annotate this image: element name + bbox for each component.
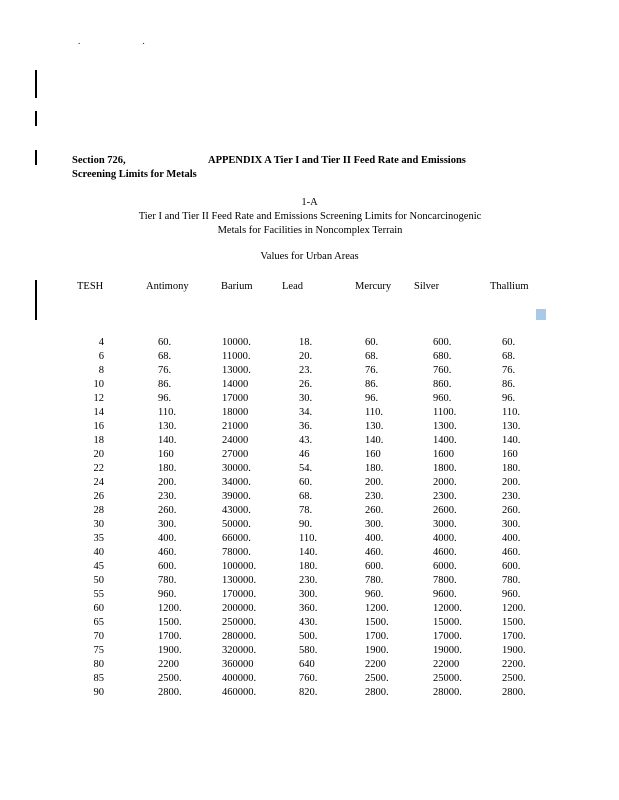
change-bar [35,280,37,320]
column-header-lead: Lead [282,281,303,292]
mercury-cell: 1500. [365,617,389,628]
tesh-cell: 35 [93,533,104,544]
mercury-cell: 130. [365,421,384,432]
table-title: Tier I and Tier II Feed Rate and Emissions Screening Limits for Noncarcinogenic Metals for Facilities in Noncomplex Terrain [138,211,482,236]
table-row [0,518,619,532]
antimony-cell: 160 [158,449,174,460]
mercury-cell: 160 [365,449,381,460]
column-header-tesh: TESH [77,281,104,292]
barium-cell: 50000. [222,519,251,530]
column-header-barium: Barium [221,281,253,292]
silver-cell: 760. [433,365,452,376]
barium-cell: 39000. [222,491,251,502]
mercury-cell: 400. [365,533,384,544]
tesh-cell: 50 [93,575,104,586]
barium-cell: 27000 [222,449,249,460]
thallium-cell: 260. [502,505,521,516]
mercury-cell: 1200. [365,603,389,614]
lead-cell: 640 [299,659,315,670]
thallium-cell: 460. [502,547,521,558]
antimony-cell: 230. [158,491,177,502]
lead-cell: 60. [299,477,313,488]
mercury-cell: 68. [365,351,379,362]
thallium-cell: 600. [502,561,521,572]
barium-cell: 100000. [222,561,257,572]
table-row [0,686,619,700]
antimony-cell: 960. [158,589,177,600]
silver-cell: 22000 [433,659,460,670]
antimony-cell: 68. [158,351,172,362]
thallium-cell: 400. [502,533,521,544]
tesh-cell: 55 [93,589,104,600]
lead-cell: 78. [299,505,313,516]
barium-cell: 170000. [222,589,257,600]
silver-cell: 7800. [433,575,457,586]
lead-cell: 36. [299,421,313,432]
table-row [0,602,619,616]
barium-cell: 360000 [222,659,254,670]
tesh-cell: 16 [93,421,104,432]
column-header-thallium: Thallium [490,281,529,292]
silver-cell: 860. [433,379,452,390]
barium-cell: 34000. [222,477,251,488]
lead-cell: 43. [299,435,313,446]
silver-cell: 4600. [433,547,457,558]
table-row [0,560,619,574]
mercury-cell: 300. [365,519,384,530]
tesh-cell: 26 [93,491,104,502]
table-row [0,392,619,406]
table-row [0,448,619,462]
antimony-cell: 130. [158,421,177,432]
antimony-cell: 96. [158,393,172,404]
barium-cell: 43000. [222,505,251,516]
lead-cell: 760. [299,673,318,684]
tesh-cell: 30 [93,519,104,530]
change-bar [35,70,37,98]
mercury-cell: 140. [365,435,384,446]
appendix-title-continued: Screening Limits for Metals [72,169,197,180]
mercury-cell: 76. [365,365,379,376]
tesh-cell: 60 [93,603,104,614]
antimony-cell: 1700. [158,631,182,642]
barium-cell: 18000 [222,407,249,418]
antimony-cell: 2800. [158,687,182,698]
barium-cell: 400000. [222,673,257,684]
antimony-cell: 2200 [158,659,179,670]
table-row [0,672,619,686]
barium-cell: 10000. [222,337,251,348]
mercury-cell: 600. [365,561,384,572]
table-row [0,420,619,434]
tesh-cell: 65 [93,617,104,628]
lead-cell: 54. [299,463,313,474]
lead-cell: 110. [299,533,317,544]
lead-cell: 26. [299,379,313,390]
mercury-cell: 1900. [365,645,389,656]
mercury-cell: 2200 [365,659,386,670]
thallium-cell: 60. [502,337,516,348]
thallium-cell: 230. [502,491,521,502]
section-heading [72,154,542,182]
silver-cell: 2600. [433,505,457,516]
mercury-cell: 96. [365,393,379,404]
thallium-cell: 1700. [502,631,526,642]
column-header-mercury: Mercury [355,281,392,292]
change-bar [35,111,37,126]
antimony-cell: 300. [158,519,177,530]
barium-cell: 78000. [222,547,251,558]
antimony-cell: 86. [158,379,172,390]
thallium-cell: 130. [502,421,521,432]
mercury-cell: 960. [365,589,384,600]
thallium-cell: 140. [502,435,521,446]
silver-cell: 15000. [433,617,462,628]
table-row [0,644,619,658]
barium-cell: 21000 [222,421,249,432]
silver-cell: 25000. [433,673,462,684]
thallium-cell: 300. [502,519,521,530]
mercury-cell: 200. [365,477,384,488]
antimony-cell: 110. [158,407,176,418]
column-header-silver: Silver [414,281,440,292]
silver-cell: 19000. [433,645,462,656]
lead-cell: 23. [299,365,313,376]
table-row [0,532,619,546]
thallium-cell: 68. [502,351,516,362]
barium-cell: 14000 [222,379,249,390]
appendix-title: APPENDIX A Tier I and Tier II Feed Rate and Emissions [208,155,466,166]
silver-cell: 6000. [433,561,457,572]
antimony-cell: 180. [158,463,177,474]
silver-cell: 2300. [433,491,457,502]
mercury-cell: 180. [365,463,384,474]
section-number: Section 726, [72,155,126,166]
thallium-cell: 160 [502,449,518,460]
tesh-cell: 45 [93,561,104,572]
antimony-cell: 1900. [158,645,182,656]
table-row [0,378,619,392]
table-subtitle: Values for Urban Areas [260,251,359,262]
mercury-cell: 2500. [365,673,389,684]
mercury-cell: 1700. [365,631,389,642]
lead-cell: 500. [299,631,318,642]
tesh-cell: 14 [93,407,104,418]
lead-cell: 30. [299,393,313,404]
lead-cell: 580. [299,645,318,656]
antimony-cell: 60. [158,337,172,348]
mercury-cell: 780. [365,575,384,586]
antimony-cell: 76. [158,365,172,376]
antimony-cell: 1200. [158,603,182,614]
table-row [0,504,619,518]
silver-cell: 28000. [433,687,462,698]
mercury-cell: 110. [365,407,383,418]
silver-cell: 600. [433,337,452,348]
lead-cell: 68. [299,491,313,502]
lead-cell: 360. [299,603,318,614]
silver-cell: 17000. [433,631,462,642]
thallium-cell: 180. [502,463,521,474]
lead-cell: 820. [299,687,318,698]
thallium-cell: 2200. [502,659,526,670]
thallium-cell: 2500. [502,673,526,684]
tesh-cell: 28 [93,505,104,516]
mercury-cell: 460. [365,547,384,558]
table-row [0,364,619,378]
change-bar [35,150,37,165]
table-id: 1-A [301,197,318,208]
silver-cell: 960. [433,393,452,404]
lead-cell: 230. [299,575,318,586]
antimony-cell: 260. [158,505,177,516]
tesh-cell: 20 [93,449,104,460]
silver-cell: 1600 [433,449,454,460]
tesh-cell: 85 [93,673,104,684]
antimony-cell: 140. [158,435,177,446]
silver-cell: 2000. [433,477,457,488]
tesh-cell: 4 [98,337,104,348]
thallium-cell: 86. [502,379,516,390]
tesh-cell: 75 [93,645,104,656]
thallium-cell: 110. [502,407,520,418]
lead-cell: 300. [299,589,318,600]
selection-marker [536,309,546,320]
tesh-cell: 80 [93,659,104,670]
barium-cell: 280000. [222,631,257,642]
barium-cell: 320000. [222,645,257,656]
table-row [0,462,619,476]
barium-cell: 11000. [222,351,251,362]
table-row [0,546,619,560]
mercury-cell: 60. [365,337,379,348]
silver-cell: 9600. [433,589,457,600]
barium-cell: 130000. [222,575,257,586]
lead-cell: 430. [299,617,318,628]
lead-cell: 90. [299,519,313,530]
tesh-cell: 10 [93,379,104,390]
tesh-cell: 40 [93,547,104,558]
barium-cell: 460000. [222,687,257,698]
silver-cell: 4000. [433,533,457,544]
table-row [0,336,619,350]
antimony-cell: 780. [158,575,177,586]
antimony-cell: 1500. [158,617,182,628]
thallium-cell: 1500. [502,617,526,628]
barium-cell: 200000. [222,603,257,614]
mercury-cell: 2800. [365,687,389,698]
lead-cell: 18. [299,337,313,348]
page-marks: . . [78,36,175,46]
lead-cell: 46 [299,449,310,460]
antimony-cell: 400. [158,533,177,544]
barium-cell: 17000 [222,393,249,404]
antimony-cell: 200. [158,477,177,488]
table-row [0,350,619,364]
silver-cell: 1300. [433,421,457,432]
lead-cell: 20. [299,351,313,362]
thallium-cell: 200. [502,477,521,488]
silver-cell: 680. [433,351,452,362]
lead-cell: 34. [299,407,313,418]
lead-cell: 140. [299,547,318,558]
thallium-cell: 76. [502,365,516,376]
antimony-cell: 600. [158,561,177,572]
column-header-antimony: Antimony [146,281,189,292]
mercury-cell: 260. [365,505,384,516]
thallium-cell: 1900. [502,645,526,656]
table-row [0,616,619,630]
tesh-cell: 12 [93,393,104,404]
thallium-cell: 2800. [502,687,526,698]
antimony-cell: 2500. [158,673,182,684]
tesh-cell: 90 [93,687,104,698]
tesh-cell: 24 [93,477,104,488]
table-row [0,490,619,504]
thallium-cell: 1200. [502,603,526,614]
table-row [0,476,619,490]
tesh-cell: 70 [93,631,104,642]
barium-cell: 30000. [222,463,251,474]
barium-cell: 24000 [222,435,249,446]
silver-cell: 3000. [433,519,457,530]
tesh-cell: 8 [98,365,104,376]
table-row [0,406,619,420]
mercury-cell: 230. [365,491,384,502]
tesh-cell: 18 [93,435,104,446]
silver-cell: 12000. [433,603,462,614]
thallium-cell: 96. [502,393,516,404]
antimony-cell: 460. [158,547,177,558]
silver-cell: 1100. [433,407,457,418]
lead-cell: 180. [299,561,318,572]
silver-cell: 1800. [433,463,457,474]
silver-cell: 1400. [433,435,457,446]
mercury-cell: 86. [365,379,379,390]
barium-cell: 66000. [222,533,251,544]
barium-cell: 13000. [222,365,251,376]
tesh-cell: 6 [98,351,104,362]
table-row [0,588,619,602]
table-row [0,658,619,672]
thallium-cell: 960. [502,589,521,600]
tesh-cell: 22 [93,463,104,474]
table-row [0,630,619,644]
table-row [0,434,619,448]
thallium-cell: 780. [502,575,521,586]
barium-cell: 250000. [222,617,257,628]
table-row [0,574,619,588]
